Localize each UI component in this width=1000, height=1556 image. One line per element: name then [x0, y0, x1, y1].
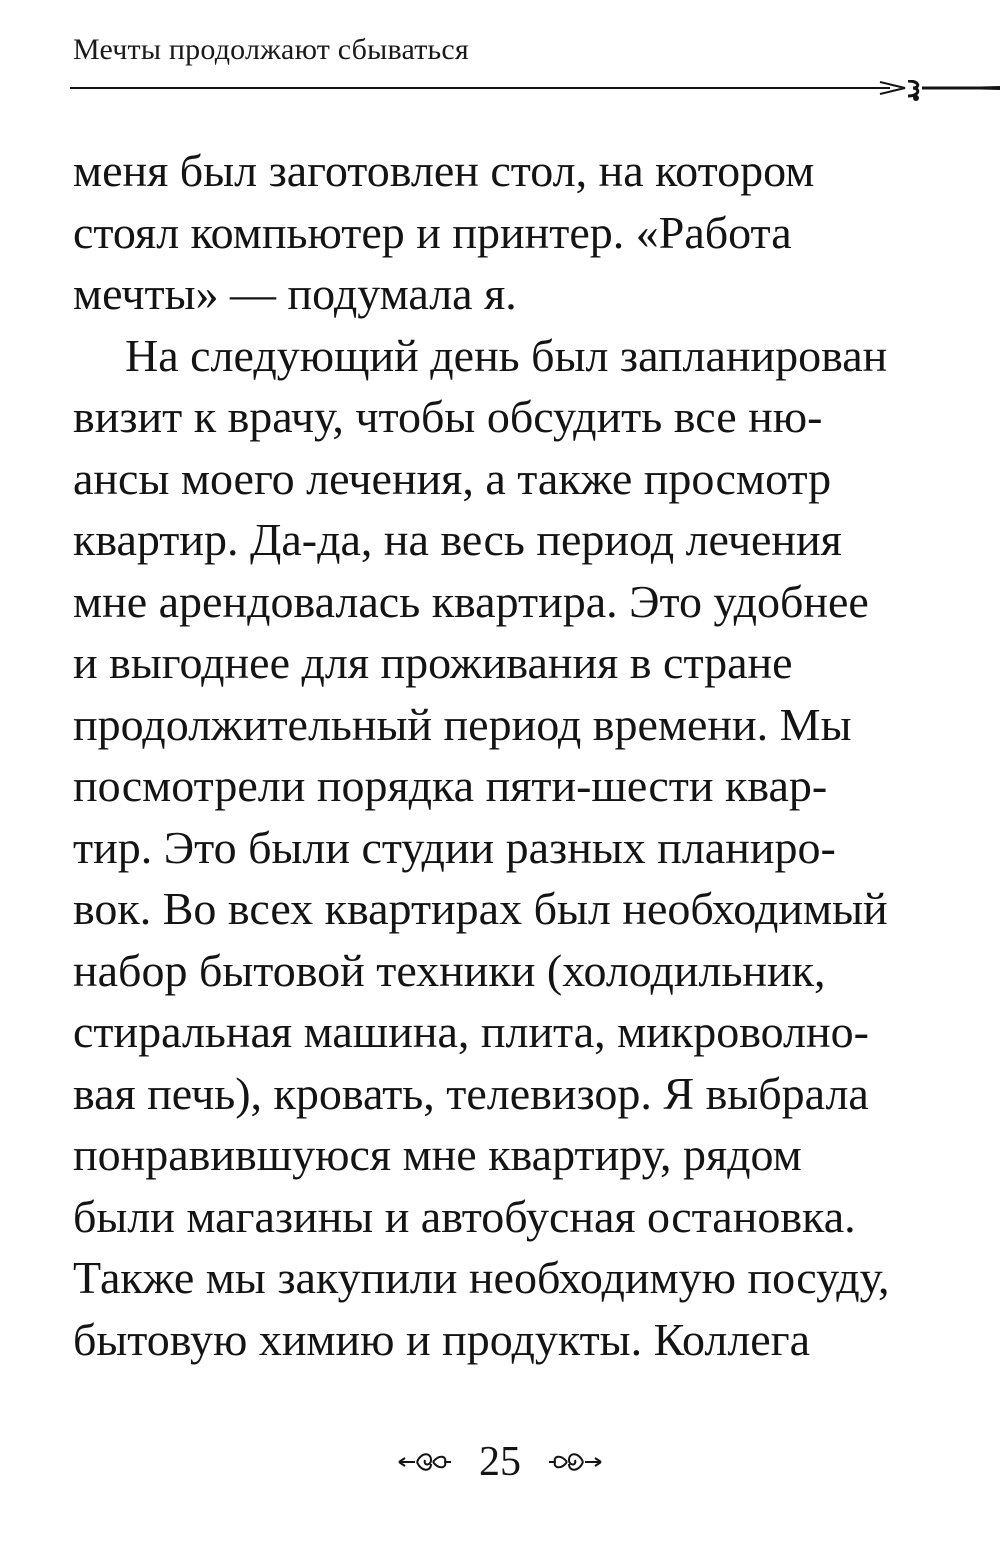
text-line: были магазины и автобусная остановка. — [73, 1190, 856, 1242]
text-line: набор бытовой техники (холодильник, — [73, 944, 826, 996]
text-line: ансы моего лечения, а также просмотр — [73, 452, 832, 504]
paragraph-first-line: На следующий день был запланирован — [125, 329, 888, 381]
body-text — [73, 140, 923, 1370]
text-line: визит к врачу, чтобы обсудить все ню- — [73, 391, 823, 442]
text-line: мечты» — подумала я. — [73, 268, 517, 319]
text-line: продолжительный период времени. Мы — [73, 698, 852, 750]
text-line: вая печь), кровать, телевизор. Я выбрала — [73, 1067, 869, 1119]
text-line: мне арендовалась квартира. Это удобнее — [73, 575, 869, 627]
page-footer — [0, 1432, 1000, 1492]
text-line: тир. Это были студии разных планиро- — [73, 821, 836, 873]
text-line: стоял компьютер и принтер. «Работа — [73, 206, 792, 258]
right-ornament-icon — [547, 1448, 603, 1476]
text-line: квартир. Да-да, на весь период лечения — [73, 514, 842, 565]
header-rule-ornament — [70, 80, 1000, 102]
text-line: и выгоднее для проживания в стране — [73, 637, 793, 688]
text-line: понравившуюся мне квартиру, рядом — [73, 1129, 802, 1180]
text-line: бытовую химию и продукты. Коллега — [73, 1313, 810, 1365]
text-line: Также мы закупили необходимую посуду, — [73, 1252, 890, 1303]
page-number: 25 — [479, 1439, 521, 1485]
text-line: стиральная машина, плита, микроволно- — [73, 1006, 869, 1057]
text-line: посмотрели порядка пяти-шести квар- — [73, 760, 828, 811]
text-line: вок. Во всех квартирах был необходимый — [73, 883, 888, 934]
text-line: меня был заготовлен стол, на котором — [73, 145, 815, 196]
left-ornament-icon — [397, 1448, 453, 1476]
running-title: Мечты продолжают сбываться — [73, 33, 469, 66]
